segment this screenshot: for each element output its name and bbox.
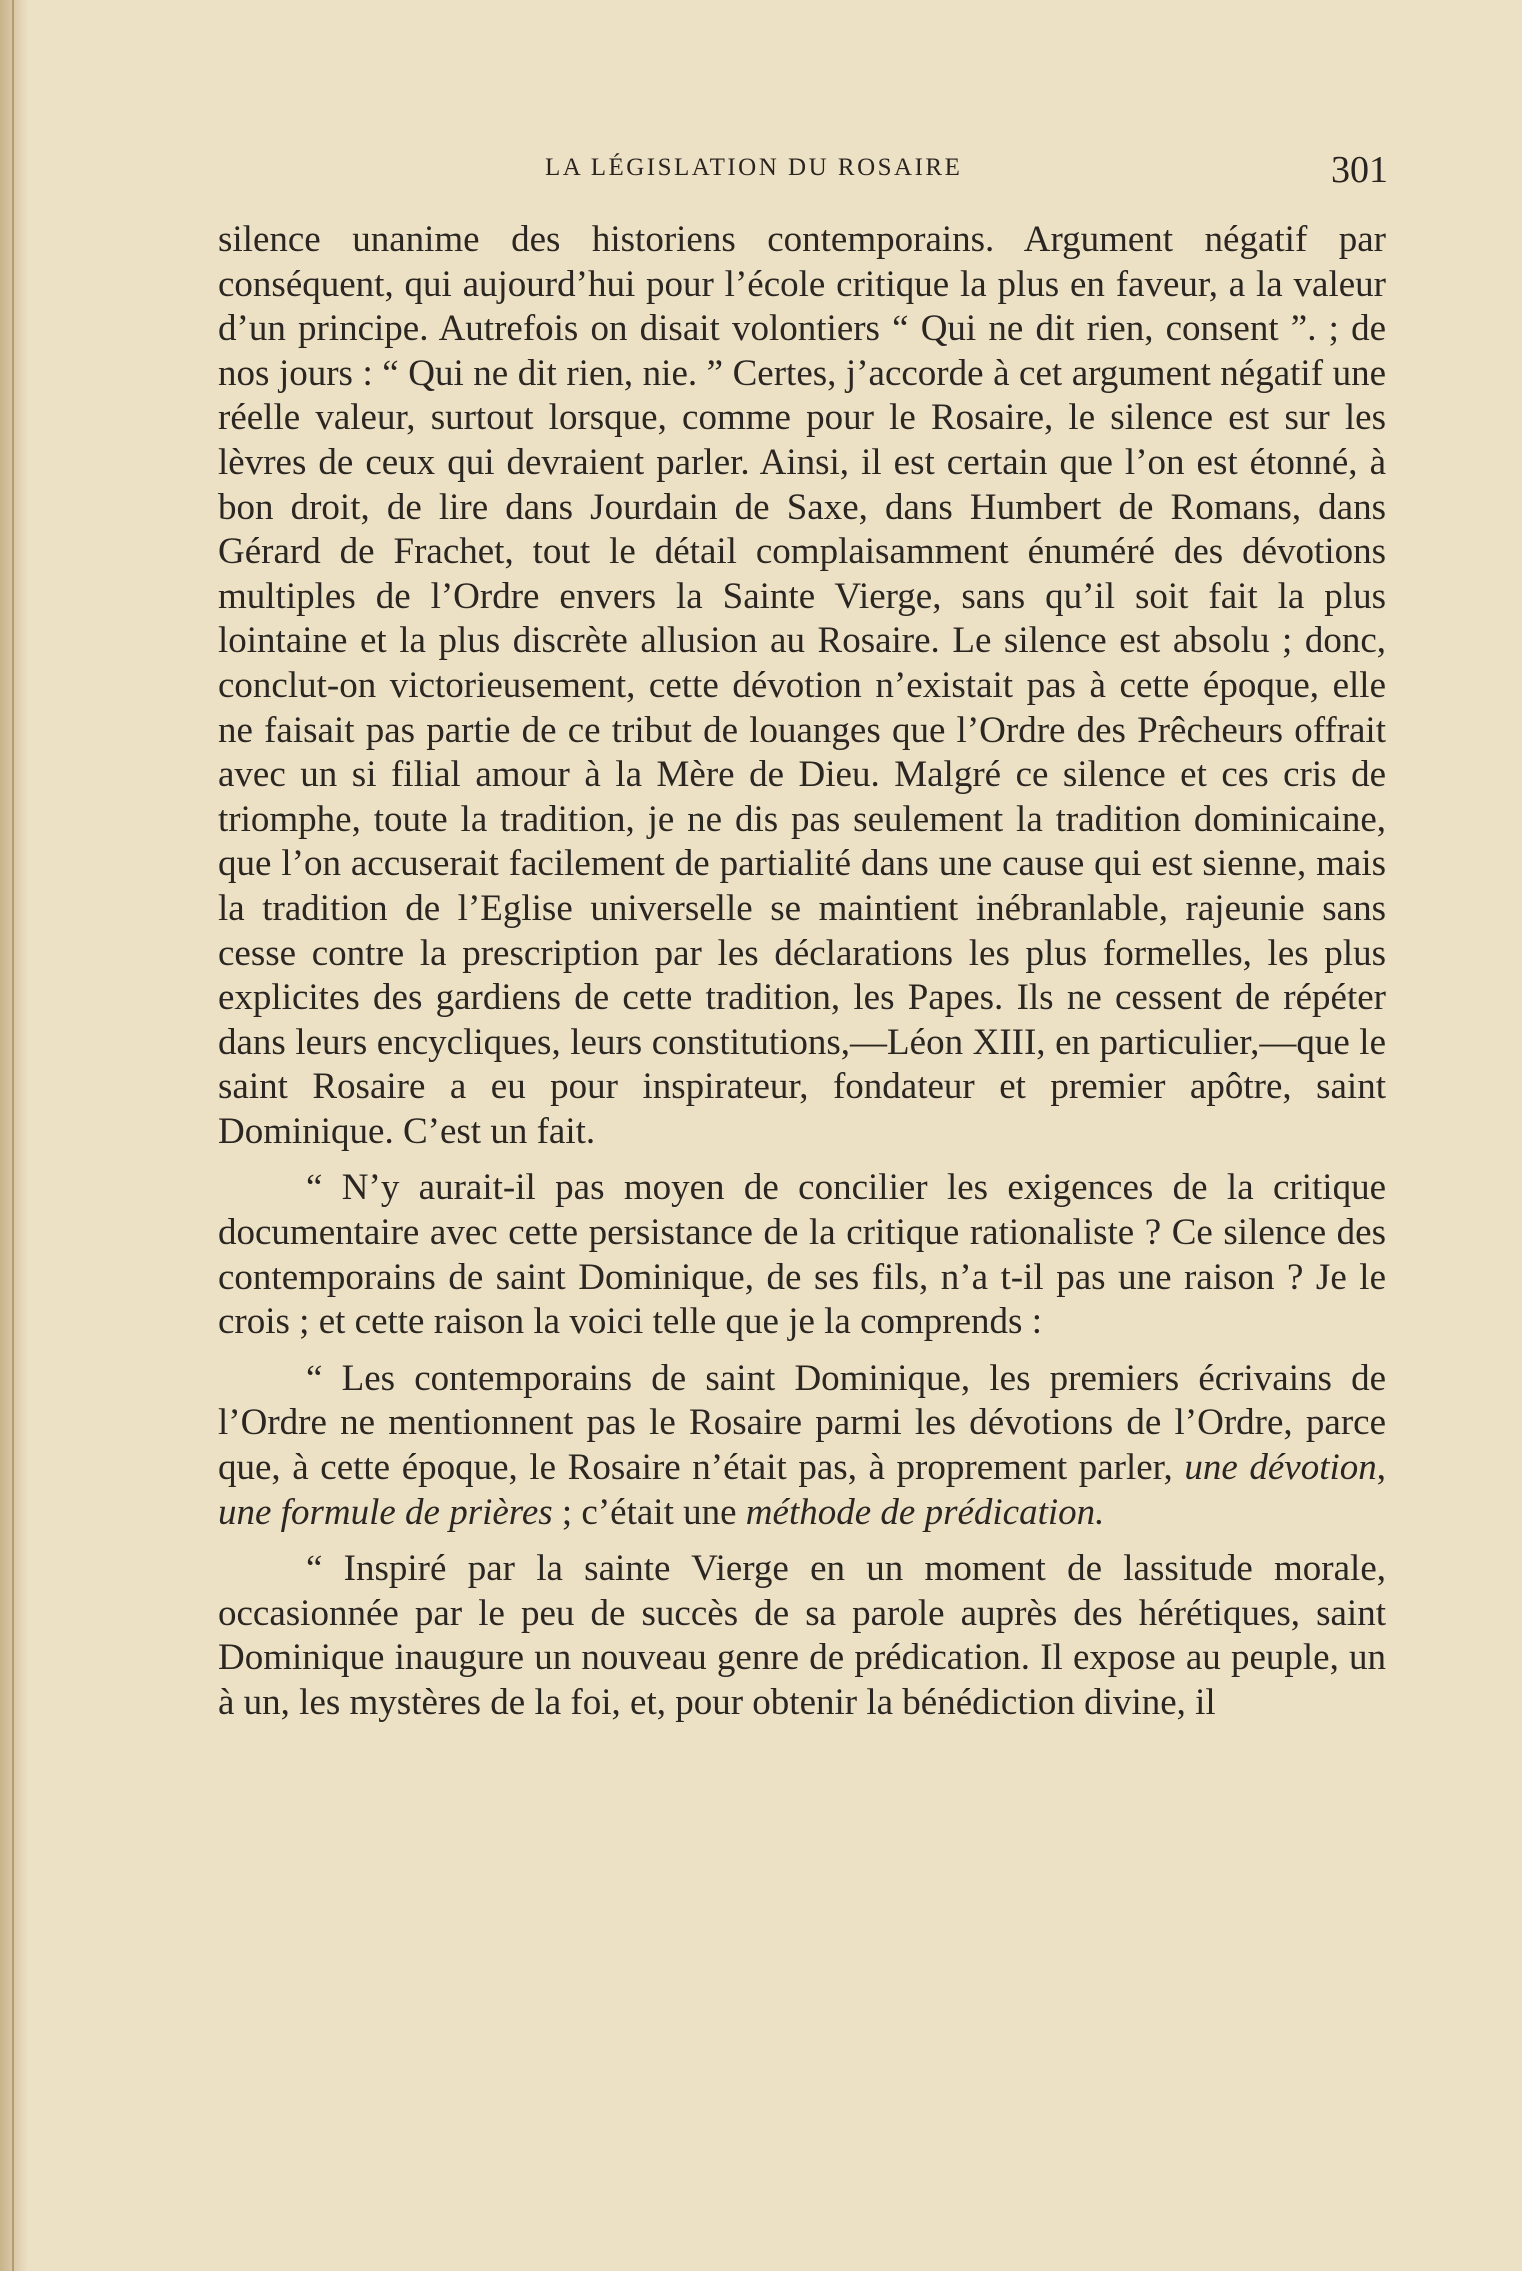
page-gutter xyxy=(0,0,28,2271)
page-header xyxy=(545,148,1388,192)
paragraph-3-text-c: ; c’était une xyxy=(552,1491,737,1533)
paragraph-2: “ N’y aurait-il pas moyen de concilier les exigences de la critique documentaire avec cette persistance de la critique rationaliste ? Ce silence des contemporains de saint Dominique, de ses fils, n’a t-il pas une raison ? Je le crois ; et cette raison la voici telle que je la comprends : xyxy=(218,1167,1386,1343)
paragraph-1: silence unanime des historiens contemporains. Argument négatif par conséquent, qui aujourd’hui pour l’école critique la plus en faveur, a la valeur d’un principe. Autrefois on disait volontiers “ Qui ne dit rien, consent ”. ; de nos jours : “ Qui ne dit rien, nie. ” Certes, j’accorde à cet argument négatif une réelle valeur, surtout lorsque, comme pour le Rosaire, le silence est sur les lèvres de ceux qui devraient parler. Ainsi, il est certain que l’on est étonné, à bon droit, de lire dans Jourdain de Saxe, dans Humbert de Romans, dans Gérard de Frachet, tout le détail complaisamment énuméré des dévotions multiples de l’Ordre envers la Sainte Vierge, sans qu’il soit fait la plus lointaine et la plus discrète allusion au Rosaire. Le silence est absolu ; donc, conclut-on victorieusement, cette dévotion n’existait pas à cette époque, elle ne faisait pas partie de ce tribut de louanges que l’Ordre des Prêcheurs offrait avec un si filial amour à la Mère de Dieu. Malgré ce silence et ces cris de triomphe, toute la tradition, je ne dis pas seulement la tradition dominicaine, que l’on accuserait facilement de partialité dans une cause qui est sienne, mais la tradition de l’Eglise universelle se maintient inébranlable, rajeunie sans cesse contre la prescription par les déclarations les plus formelles, les plus explicites des gardiens de cette tradition, les Papes. Ils ne cessent de répéter dans leurs encycliques, leurs constitutions,—Léon XIII, en particulier,—que le saint Rosaire a eu pour inspirateur, fondateur et premier apôtre, saint Dominique. C’est un fait. xyxy=(218,219,1386,1152)
page-number: 301 xyxy=(1331,149,1388,191)
paragraph-4: “ Inspiré par la sainte Vierge en un moment de lassitude morale, occasionnée par le peu de succès de sa parole auprès des hérétiques, saint Dominique inaugure un nouveau genre de prédication. Il expose au peuple, un à un, les mystères de la foi, et, pour obtenir la bénédiction divine, il xyxy=(218,1548,1386,1723)
italic-formule-de-prieres: une formule de prières xyxy=(218,1491,553,1533)
paragraph-3 xyxy=(218,1357,1386,1535)
binding-edge xyxy=(12,0,14,2271)
paragraph-3-text-a: “ Les contemporains de saint Dominique, les premiers écrivains de l’Ordre ne mentionnent pas le Rosaire parmi les dévotions de l’Ordre, parce que, à cette époque, le Rosaire n’était pas, à proprement parler, xyxy=(218,1357,1386,1489)
running-title: LA LÉGISLATION DU ROSAIRE xyxy=(545,154,963,181)
italic-une-devotion: une dévotion xyxy=(1184,1447,1377,1489)
body-text xyxy=(218,218,1386,1726)
italic-methode-de-predication: méthode de prédication. xyxy=(745,1491,1105,1533)
paragraph-3-text-b: , xyxy=(1376,1447,1387,1489)
